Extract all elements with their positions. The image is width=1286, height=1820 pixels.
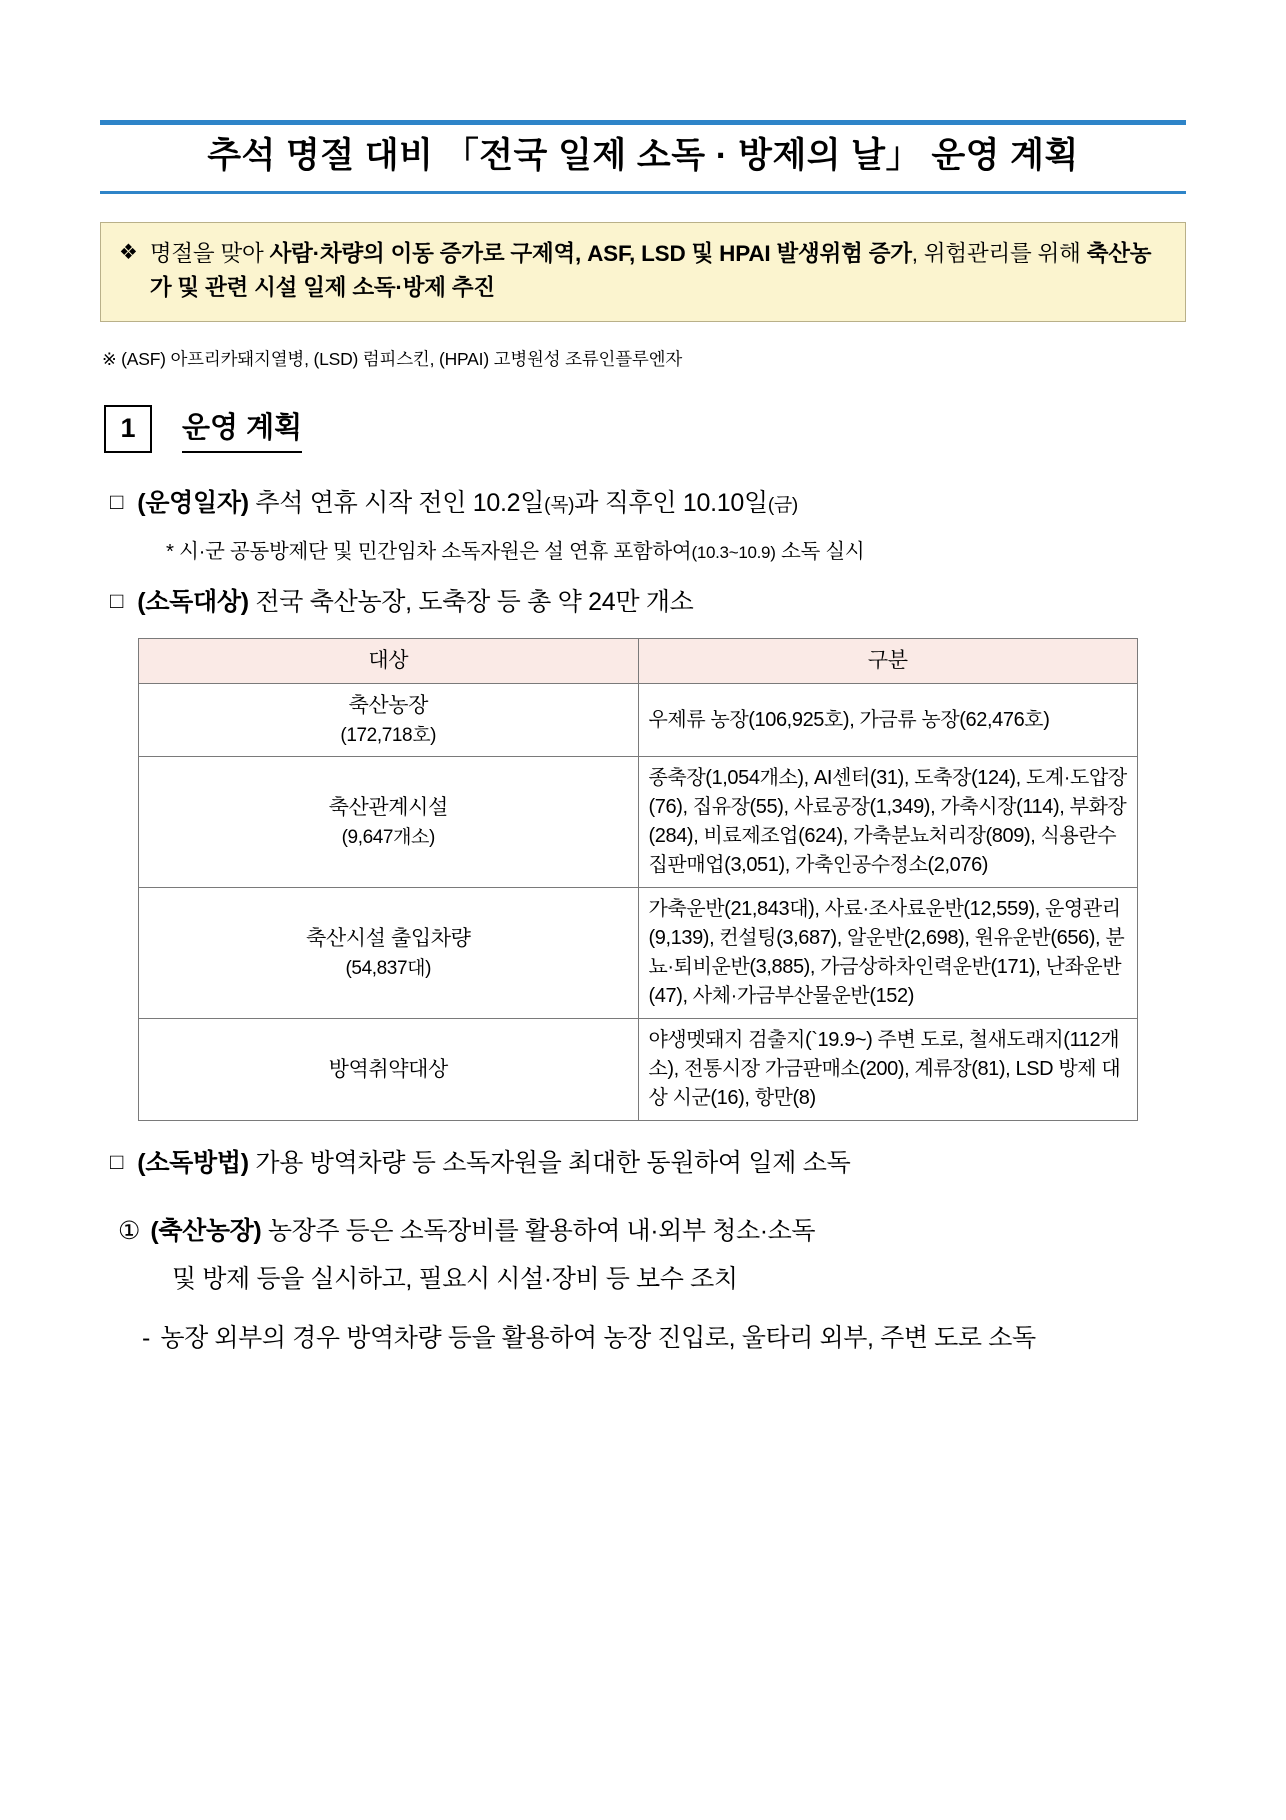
disinfection-method-text <box>137 1147 850 1181</box>
square-bullet-icon: □ <box>110 588 124 614</box>
category-count: (54,837대) <box>345 957 432 979</box>
square-bullet-icon: □ <box>110 1149 124 1175</box>
summary-part-2: 사람·차량의 이동 증가로 구제역, ASF, LSD 및 HPAI 발생 <box>269 241 820 266</box>
summary-part-4: , 위험관리를 위해 <box>911 241 1087 266</box>
disinfection-target-text <box>137 586 693 620</box>
table-row <box>139 684 1138 757</box>
table-header-row <box>139 639 1138 684</box>
operation-date-label: (운영일자) <box>137 488 249 517</box>
table-row <box>139 757 1138 888</box>
dash-item-1 <box>142 1320 1186 1358</box>
operation-date-small-1: (목) <box>544 494 575 516</box>
table-header-category: 대상 <box>139 639 639 684</box>
category-count: (9,647개소) <box>341 826 435 848</box>
numbered-item-1-continuation: 및 방제 등을 실시하고, 필요시 시설·장비 등 보수 조치 <box>172 1264 738 1293</box>
page-title: 추석 명절 대비 「전국 일제 소독 · 방제의 날」 운영 계획 <box>207 136 1079 175</box>
category-name: 축산농장 <box>348 694 429 718</box>
list-item-disinfection-target <box>110 586 1186 620</box>
numbered-item-1-text <box>150 1213 815 1251</box>
table-cell-category <box>139 757 639 888</box>
summary-part-3: 위험 증가 <box>819 241 912 266</box>
disinfection-method-label: (소독방법) <box>137 1149 249 1178</box>
section-title: 운영 계획 <box>182 405 302 453</box>
operation-date-small-2: (금) <box>767 494 798 516</box>
subnote-part-1: * 시·군 공동방제단 및 민간임차 소독자원은 설 연휴 포함하여 <box>166 540 692 564</box>
numbered-item-1 <box>118 1213 1186 1251</box>
operation-date-subnote <box>166 534 1186 564</box>
table-cell-category <box>139 1019 639 1121</box>
table-cell-detail: 우제류 농장(106,925호), 가금류 농장(62,476호) <box>638 684 1138 757</box>
table-cell-detail: 종축장(1,054개소), AI센터(31), 도축장(124), 도계·도압장(76), 집유장(55), 사료공장(1,349), 가축시장(114), 부화장(284), 비료제조업(624), 가축분뇨처리장(809), 식용란수집판매업(3,051), 가축인공수정소(2,076) <box>638 757 1138 888</box>
disinfection-target-table <box>138 638 1138 1121</box>
operation-date-text <box>137 487 798 521</box>
summary-highlight-box <box>100 222 1186 322</box>
category-count: (172,718호) <box>340 724 437 746</box>
dash-item-1-text: 농장 외부의 경우 방역차량 등을 활용하여 농장 진입로, 울타리 외부, 주변 도로 소독 <box>160 1324 1036 1353</box>
summary-part-1: 명절을 맞아 <box>149 241 270 266</box>
subnote-part-2: 소독 실시 <box>775 540 865 564</box>
list-item-disinfection-method <box>110 1147 1186 1181</box>
table-row <box>139 888 1138 1019</box>
subnote-dates: (10.3~10.9) <box>691 543 776 563</box>
summary-part-5: 축산농가 및 관련 시설 일제 소독·방제 추진 <box>149 241 1152 300</box>
disinfection-method-body: 가용 방역차량 등 소독자원을 최대한 동원하여 일제 소독 <box>248 1149 851 1178</box>
abbreviation-note: ※ (ASF) 아프리카돼지열병, (LSD) 럼피스킨, (HPAI) 고병원성 조류인플루엔자 <box>102 348 683 369</box>
list-item-operation-date <box>110 487 1186 521</box>
table-cell-detail: 야생멧돼지 검출지(`19.9~) 주변 도로, 철새도래지(112개소), 전통시장 가금판매소(200), 계류장(81), LSD 방제 대상 시군(16), 항만(8) <box>638 1019 1138 1121</box>
numbered-item-1-body: 농장주 등은 소독장비를 활용하여 내·외부 청소·소독 <box>261 1217 816 1246</box>
table-body <box>139 684 1138 1121</box>
table-header-detail: 구분 <box>638 639 1138 684</box>
document-title-block <box>100 120 1186 194</box>
section-heading <box>104 405 1186 453</box>
square-bullet-icon: □ <box>110 488 124 514</box>
disinfection-target-label: (소독대상) <box>137 588 249 617</box>
table-cell-category <box>139 684 639 757</box>
summary-row <box>119 237 1167 305</box>
section-number: 1 <box>104 405 152 453</box>
numbered-item-1-label: (축산농장) <box>150 1217 262 1246</box>
table-head <box>139 639 1138 684</box>
operation-date-body-2: 과 직후인 10.10일 <box>574 488 768 517</box>
table-row <box>139 1019 1138 1121</box>
table-cell-detail: 가축운반(21,843대), 사료·조사료운반(12,559), 운영관리(9,139), 컨설팅(3,687), 알운반(2,698), 원유운반(656), 분뇨·퇴비운반(3,885), 가금상하차인력운반(171), 난좌운반(47), 사체·가금부산물운반(152) <box>638 888 1138 1019</box>
operation-date-body-1: 추석 연휴 시작 전인 10.2일 <box>248 488 545 517</box>
table-cell-category <box>139 888 639 1019</box>
category-name: 축산관계시설 <box>328 796 448 820</box>
dash-bullet-icon: - <box>142 1324 151 1353</box>
diamond-bullet-icon: ❖ <box>119 241 138 264</box>
summary-text <box>150 237 1167 305</box>
disinfection-target-body: 전국 축산농장, 도축장 등 총 약 24만 개소 <box>248 588 694 617</box>
circled-number-icon: ① <box>118 1217 141 1246</box>
category-name: 방역취약대상 <box>328 1057 448 1081</box>
category-name: 축산시설 출입차량 <box>305 927 471 951</box>
